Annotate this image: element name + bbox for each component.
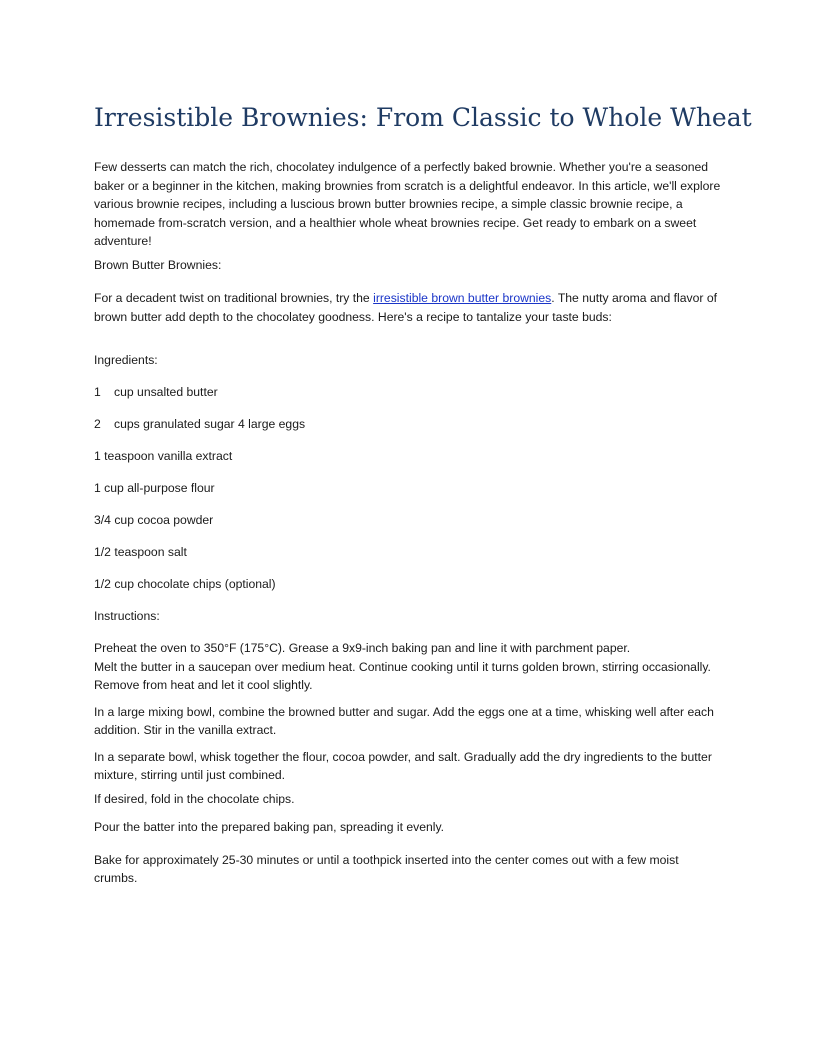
ingredient-number: 2 <box>94 417 101 431</box>
document-body <box>94 100 752 888</box>
ingredient-text: cups granulated sugar 4 large eggs <box>114 417 306 431</box>
ingredients-label: Ingredients: <box>94 353 158 367</box>
instruction-dry: In a separate bowl, whisk together the flour, cocoa powder, and salt. Gradually add the dry ingredients to the butter mixture, stirring until just combined. <box>94 749 712 782</box>
instruction-melt: Melt the butter in a saucepan over medium heat. Continue cooking until it turns golden brown, stirring occasionally. Remove from heat and let it cool slightly. <box>94 659 711 692</box>
link-paragraph-before: For a decadent twist on traditional brownies, try the <box>94 291 374 305</box>
instruction-mix: In a large mixing bowl, combine the browned butter and sugar. Add the eggs one at a time, whisking well after each addition. Stir in the vanilla extract. <box>94 704 714 737</box>
ingredient-item: 1 cup all-purpose flour <box>94 481 215 495</box>
link-paragraph <box>94 289 724 326</box>
intro-paragraph: Few desserts can match the rich, chocolatey indulgence of a perfectly baked brownie. Whether you're a seasoned baker or a beginner in the kitchen, making brownies from scratch is a delightful endeavor. In this article, we'll explore various brownie recipes, including a luscious brown butter brownies recipe, a simple classic brownie recipe, a homemade from-scratch version, and a healthier whole wheat brownies recipe. Get ready to embark on a sweet adventure! <box>94 160 721 248</box>
instructions-label: Instructions: <box>94 609 160 623</box>
instruction-chips: If desired, fold in the chocolate chips. <box>94 791 295 806</box>
ingredient-item <box>94 415 724 434</box>
instruction-bake: Bake for approximately 25-30 minutes or until a toothpick inserted into the center comes out with a few moist crumbs. <box>94 852 679 885</box>
section-heading: Brown Butter Brownies: <box>94 257 222 272</box>
ingredient-number: 1 <box>94 385 101 399</box>
link-paragraph-after: . The nutty aroma and flavor of brown butter add depth to the chocolatey goodness. Here's a recipe to tantalize your taste buds: <box>94 291 718 324</box>
ingredient-item: 1 teaspoon vanilla extract <box>94 449 233 463</box>
instruction-preheat: Preheat the oven to 350°F (175°C). Grease a 9x9-inch baking pan and line it with parchment paper. <box>94 641 631 655</box>
brown-butter-brownies-link[interactable]: irresistible brown butter brownies <box>373 291 552 305</box>
ingredient-item: 3/4 cup cocoa powder <box>94 513 214 527</box>
ingredient-item: 1/2 cup chocolate chips (optional) <box>94 577 276 591</box>
ingredient-item <box>94 383 724 402</box>
ingredient-item: 1/2 teaspoon salt <box>94 545 187 559</box>
ingredient-text: cup unsalted butter <box>114 385 218 399</box>
page-title: Irresistible Brownies: From Classic to Whole Wheat <box>94 103 752 132</box>
instruction-pour: Pour the batter into the prepared baking pan, spreading it evenly. <box>94 820 445 834</box>
